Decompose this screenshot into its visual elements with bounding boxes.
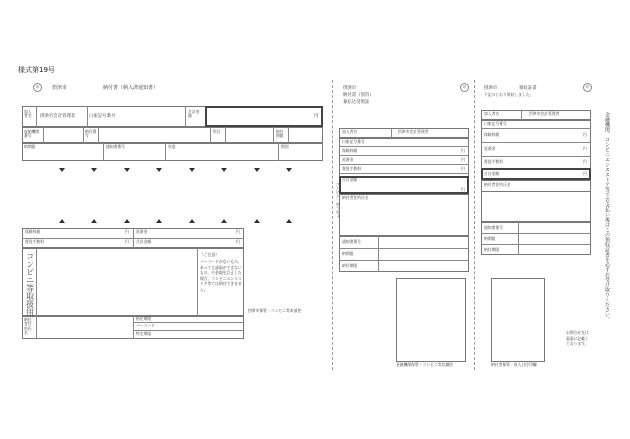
left-footer-small: 摂津市保管・コンビニ等本部控 (248, 308, 302, 313)
left-amount-label: 保険料額 (25, 229, 41, 234)
left-receipt-right-2: バーコード (136, 323, 155, 328)
left-item-label: 科目 (213, 129, 221, 134)
right-yen-1: 円 (583, 146, 587, 151)
perforation-arrow (286, 219, 292, 223)
middle-doc-sub: 兼払込受領証 (343, 100, 370, 105)
left-fee-label: 督促手数料 (25, 239, 44, 244)
left-lower-total-yen: 円 (236, 239, 240, 244)
right-bottom-1: 納期限 (484, 236, 496, 241)
middle-row-2: 督促手数料 (342, 166, 361, 171)
middle-yen-1: 円 (461, 157, 465, 162)
left-receipt-right-3: 特定期限 (136, 331, 152, 336)
middle-payee-value: 摂津市会計管理者 (398, 129, 429, 134)
left-receipt-left: 納付者住所氏名 (24, 317, 32, 336)
middle-footer-small: 金融機関保管・コンビニ等店舗控 (396, 362, 453, 367)
perforation-arrow (189, 219, 195, 223)
middle-seal: 印 (460, 83, 469, 92)
perforation-arrow (189, 168, 195, 172)
perforation-arrow (124, 219, 130, 223)
right-row-0: 保険料額 (484, 132, 500, 137)
left-amount-yen: 円 (125, 229, 129, 234)
middle-yen-2: 円 (461, 166, 465, 171)
right-payee-label: 加入者名 (484, 111, 500, 116)
right-yen-3: 円 (583, 171, 587, 176)
left-payee-value: 摂津市会計管理者 (40, 114, 76, 119)
perforation-line (474, 80, 475, 370)
right-bottom-0: 通知書番号 (484, 225, 503, 230)
right-stamp-box (491, 278, 545, 362)
middle-addr-label: 納付者住所氏名 (342, 195, 369, 200)
left-payee-label: 加入者名 (24, 109, 32, 119)
middle-bottom-1: 納期限 (342, 251, 354, 256)
middle-yen-3: 円 (461, 187, 465, 192)
left-row3-label-0: 納期限 (24, 144, 36, 149)
right-doc-sub: 下記のとおり領収しました。 (484, 92, 534, 97)
left-fee-yen: 円 (125, 239, 129, 244)
left-notice-title: （ご注意） (200, 252, 219, 257)
form-number: 様式第19号 (18, 66, 55, 74)
right-yen-0: 円 (583, 132, 587, 137)
right-addr-label: 納付者住所氏名 (484, 182, 511, 187)
middle-row-1: 延滞金 (342, 157, 354, 162)
perforation-arrow (221, 168, 227, 172)
right-seal: 印 (583, 83, 592, 92)
right-side-vertical: 金融機関、コンビニエンスストア等でお支払い後はこの領収証書を必ずお受け取りください。 (604, 112, 610, 322)
right-doc-title: 領収証書 (519, 86, 537, 91)
left-doc-title: 納付書（納入済通知書） (103, 85, 159, 91)
left-total-label: 合計金額 (188, 109, 200, 119)
left-row3-label-3: 期別 (281, 144, 289, 149)
perforation-arrow (91, 219, 97, 223)
left-receipt-right-1: 指定期限 (136, 316, 152, 321)
left-total-yen: 円 (314, 114, 319, 119)
middle-stamp-box (396, 278, 466, 362)
perforation-arrow (59, 168, 65, 172)
perforation-arrow (156, 168, 162, 172)
right-row-3: 合計金額 (484, 171, 500, 176)
left-dept-label: 納付番号 (85, 129, 97, 139)
middle-account-label: 口座記号番号 (342, 139, 365, 144)
middle-doc-title: 納付書（別符） (343, 93, 374, 98)
left-period-label: 納付期限 (276, 129, 284, 139)
left-notice-body: バーコードがないもの、あっても読取ができないもの、や金額を訂正した場合、コンビニエンスストア等では納付できません。 (200, 259, 242, 292)
left-row3-label-1: 通知書番号 (106, 144, 125, 149)
left-row3-label-2: 年度 (168, 144, 176, 149)
left-account-label: 口座記号番号 (89, 114, 116, 119)
perforation-arrow (91, 168, 97, 172)
middle-total-box (339, 176, 469, 194)
right-row-1: 延滞金 (484, 146, 496, 151)
right-city: 摂津市 (484, 86, 498, 91)
perforation-arrow (59, 219, 65, 223)
middle-row-0: 保険料額 (342, 148, 358, 153)
middle-city: 摂津市 (343, 86, 357, 91)
middle-bottom-2: 納付期限 (342, 263, 358, 268)
left-delay-label: 延滞金 (136, 229, 148, 234)
middle-yen-0: 円 (461, 148, 465, 153)
middle-bottom-0: 通知書番号 (342, 239, 361, 244)
right-footer-small: 納付者保管・収入日付印欄 (491, 362, 537, 367)
perforation-arrow (286, 168, 292, 172)
perforation-arrow (221, 219, 227, 223)
perforation-line (332, 80, 333, 370)
right-stamp-note: お問合せ先は裏面に記載しております。 (566, 330, 589, 346)
middle-vertical-note: コンビニ・ゆうちょ (335, 182, 341, 218)
right-bottom-2: 納付期限 (484, 247, 500, 252)
perforation-arrow (254, 219, 260, 223)
left-big-vertical: コンビニ等取扱用 (25, 252, 35, 316)
left-lower-total-label: 合計金額 (136, 239, 152, 244)
right-yen-2: 円 (583, 159, 587, 164)
perforation-arrow (254, 168, 260, 172)
middle-payee-label: 加入者名 (342, 129, 358, 134)
middle-row-3: 合計金額 (342, 177, 358, 182)
right-payee-value: 摂津市会計管理者 (529, 111, 560, 116)
right-row-2: 督促手数料 (484, 159, 503, 164)
left-seal: 印 (33, 83, 42, 92)
left-inst-label: 収納機関番号 (24, 129, 40, 139)
left-city: 摂津市 (52, 85, 68, 91)
right-account-label: 口座記号番号 (484, 121, 507, 126)
left-delay-yen: 円 (236, 229, 240, 234)
perforation-arrow (156, 219, 162, 223)
perforation-arrow (124, 168, 130, 172)
left-total-box (205, 106, 323, 127)
